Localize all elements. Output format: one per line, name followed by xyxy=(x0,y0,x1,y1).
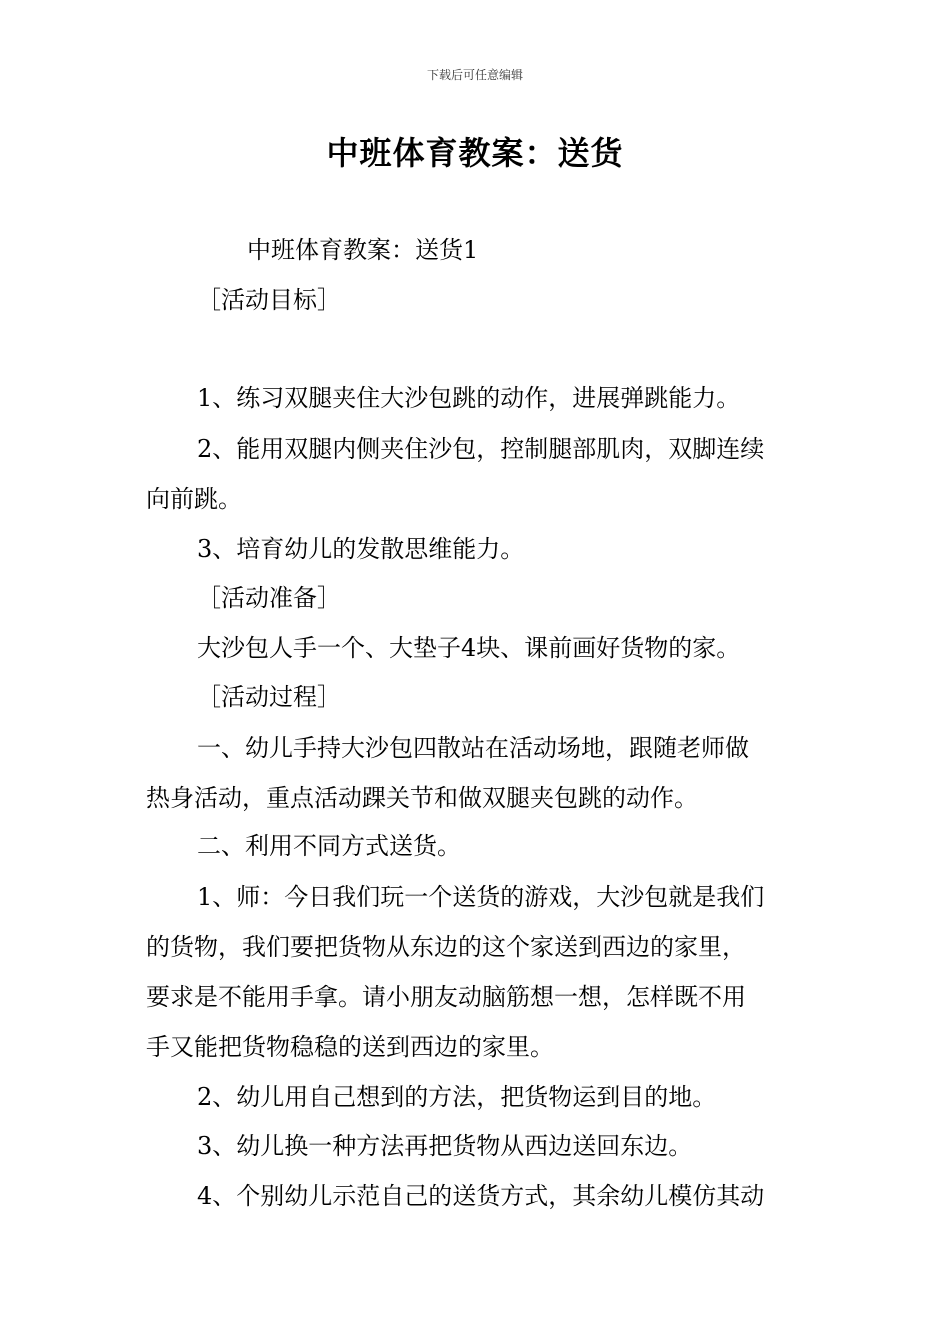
paragraph-line: 手又能把货物稳稳的送到西边的家里。 xyxy=(146,1033,554,1061)
paragraph-line: 3、幼儿换一种方法再把货物从西边送回东边。 xyxy=(197,1132,693,1160)
paragraph-line: 一、幼儿手持大沙包四散站在活动场地，跟随老师做 xyxy=(197,734,749,762)
document-title: 中班体育教案：送货 xyxy=(326,134,624,172)
paragraph-line: 3、培育幼儿的发散思维能力。 xyxy=(197,535,525,563)
paragraph-line: 热身活动，重点活动踝关节和做双腿夹包跳的动作。 xyxy=(146,784,698,812)
paragraph-line: 1、练习双腿夹住大沙包跳的动作，进展弹跳能力。 xyxy=(197,384,741,412)
paragraph-line: 4、个别幼儿示范自己的送货方式，其余幼儿模仿其动 xyxy=(197,1182,765,1210)
section-heading-process: ［活动过程］ xyxy=(197,683,341,711)
paragraph-line: 二、利用不同方式送货。 xyxy=(197,832,461,860)
paragraph-line: 要求是不能用手拿。请小朋友动脑筋想一想，怎样既不用 xyxy=(146,983,746,1011)
paragraph-line: 向前跳。 xyxy=(146,485,242,513)
section-heading-preparation: ［活动准备］ xyxy=(197,584,341,612)
section-heading-goals: ［活动目标］ xyxy=(197,286,341,314)
subtitle-line: 中班体育教案：送货1 xyxy=(247,236,479,264)
paragraph-line: 2、能用双腿内侧夹住沙包，控制腿部肌肉，双脚连续 xyxy=(197,435,765,463)
header-note: 下载后可任意编辑 xyxy=(426,68,523,82)
paragraph-line: 大沙包人手一个、大垫子4块、课前画好货物的家。 xyxy=(197,634,741,662)
paragraph-line: 的货物，我们要把货物从东边的这个家送到西边的家里， xyxy=(146,933,746,961)
paragraph-line: 1、师：今日我们玩一个送货的游戏，大沙包就是我们 xyxy=(197,883,765,911)
paragraph-line: 2、幼儿用自己想到的方法，把货物运到目的地。 xyxy=(197,1083,717,1111)
